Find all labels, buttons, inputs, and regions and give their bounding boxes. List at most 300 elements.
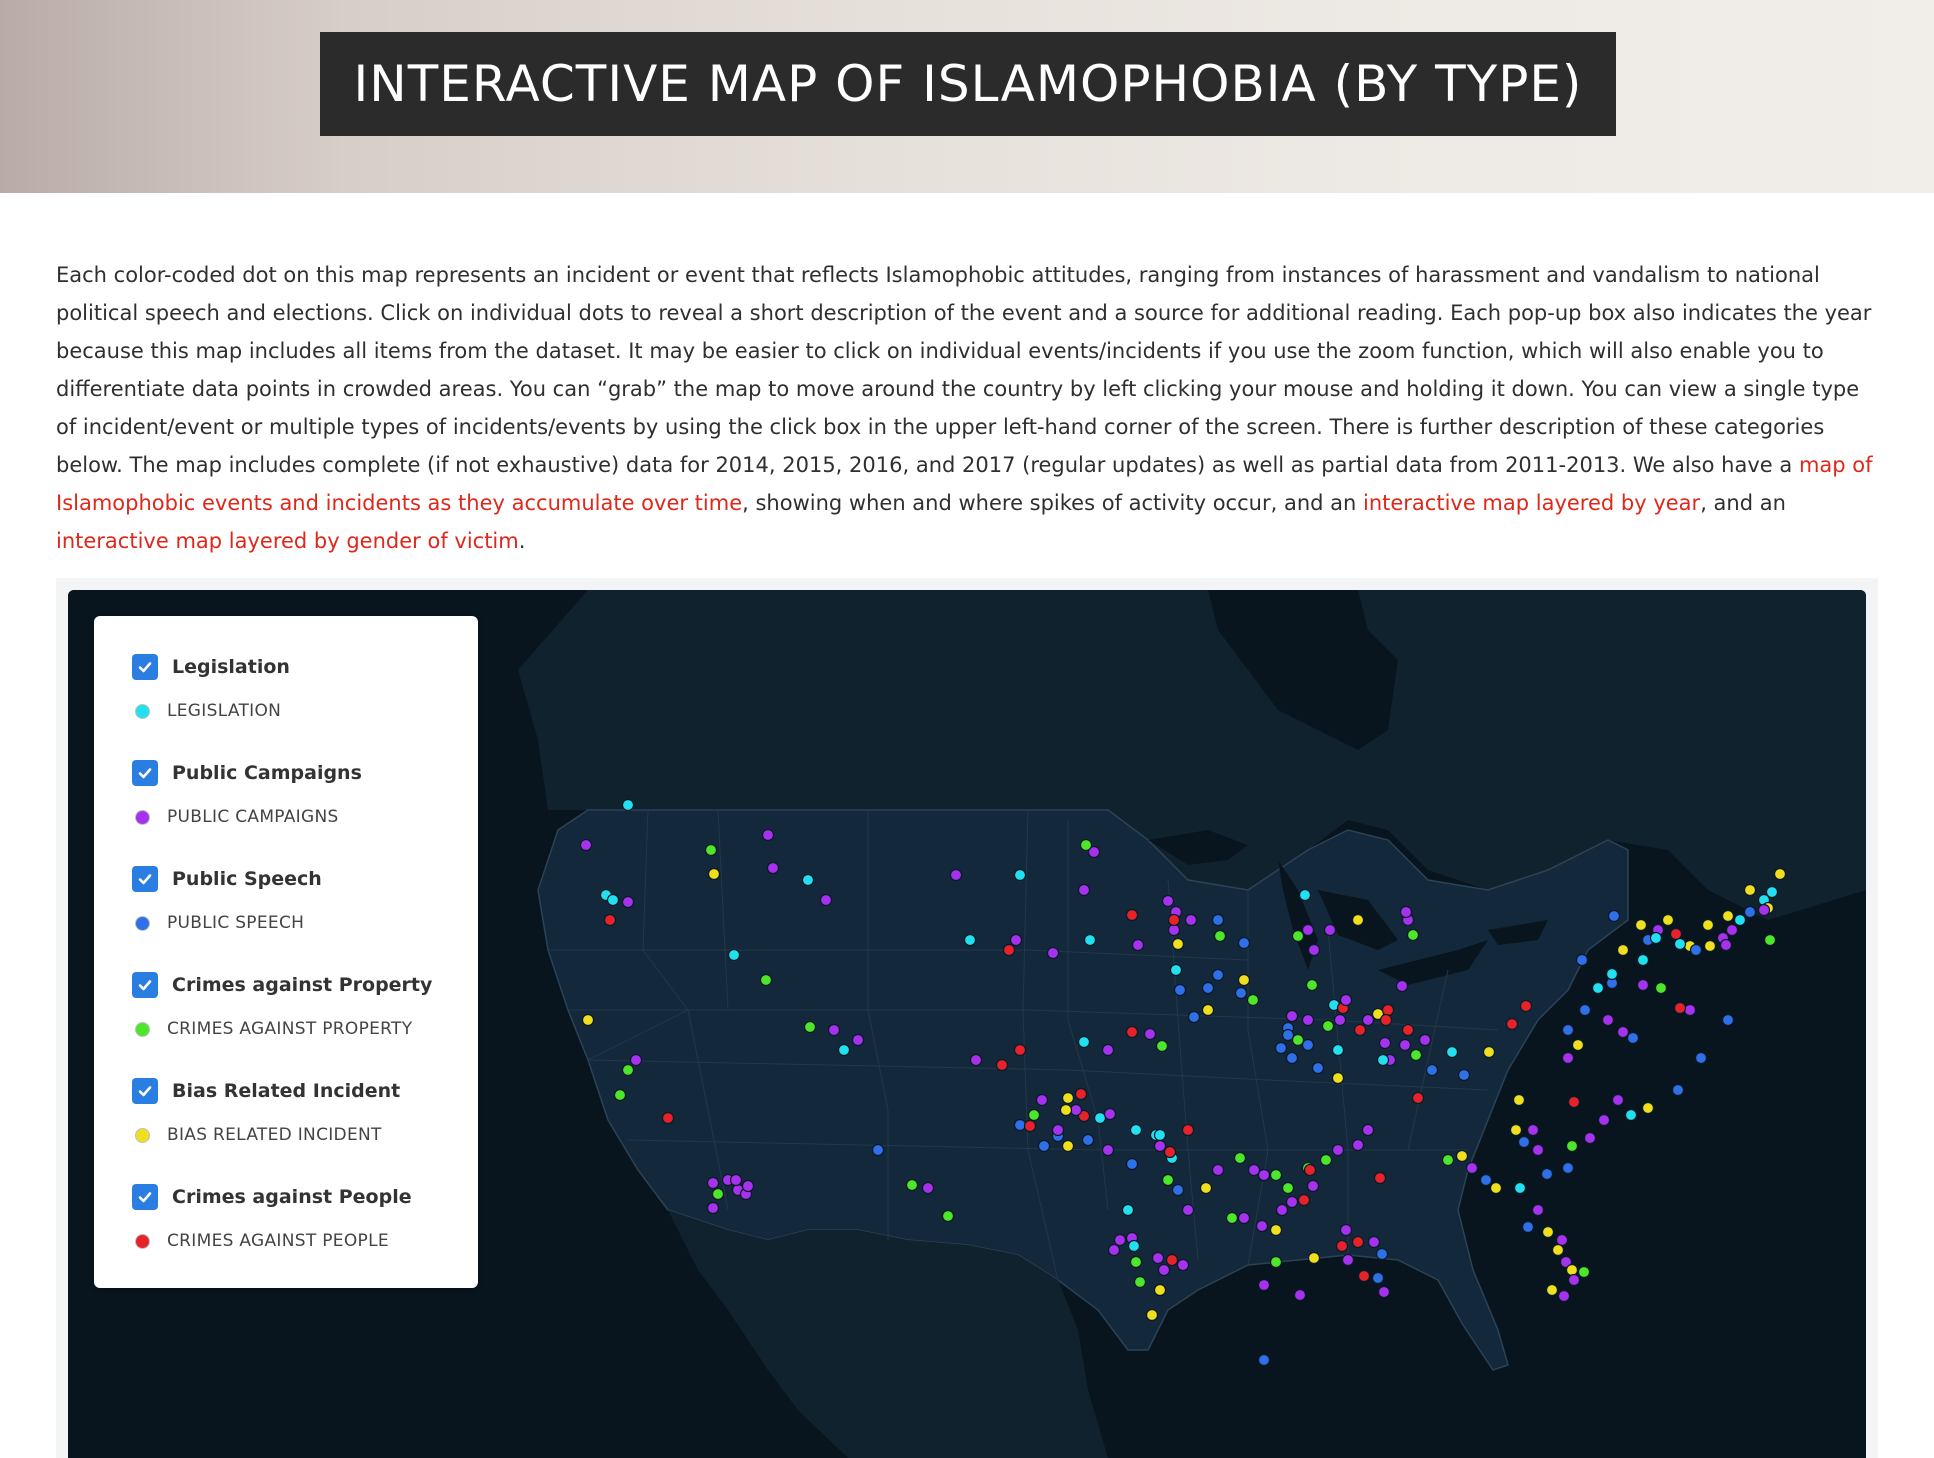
- incident-dot[interactable]: [1309, 945, 1320, 956]
- link-layered-by-year[interactable]: interactive map layered by year: [1362, 491, 1701, 515]
- incident-dot[interactable]: [1248, 995, 1259, 1006]
- incident-dot[interactable]: [1135, 1277, 1146, 1288]
- incident-dot[interactable]: [1236, 988, 1247, 999]
- incident-dot[interactable]: [1153, 1253, 1164, 1264]
- incident-dot[interactable]: [1127, 910, 1138, 921]
- legend-dot-icon: [136, 1235, 149, 1248]
- incident-dot[interactable]: [1295, 1290, 1306, 1301]
- legend-toggle-row[interactable]: [132, 864, 452, 894]
- incident-dot[interactable]: [997, 1060, 1008, 1071]
- incident-dot[interactable]: [923, 1183, 934, 1194]
- legend-toggle-row[interactable]: [132, 1076, 452, 1106]
- incident-dot[interactable]: [581, 840, 592, 851]
- incident-dot[interactable]: [1745, 885, 1756, 896]
- legend-key-row: [132, 1014, 452, 1044]
- incident-dot[interactable]: [1305, 1165, 1316, 1176]
- incident-dot[interactable]: [1061, 1105, 1072, 1116]
- incident-dot[interactable]: [1343, 1255, 1354, 1266]
- incident-dot[interactable]: [1636, 920, 1647, 931]
- incident-dot[interactable]: [1557, 1235, 1568, 1246]
- incident-dot[interactable]: [1163, 1175, 1174, 1186]
- incident-dot[interactable]: [1569, 1275, 1580, 1286]
- incident-dot[interactable]: [1427, 1065, 1438, 1076]
- incident-dot[interactable]: [1127, 1159, 1138, 1170]
- layer-label: Public Campaigns: [172, 762, 362, 784]
- legend-toggle-row[interactable]: [132, 970, 452, 1000]
- incident-dot[interactable]: [1377, 1249, 1388, 1260]
- incident-dot[interactable]: [1167, 1255, 1178, 1266]
- incident-dot[interactable]: [1239, 938, 1250, 949]
- incident-dot[interactable]: [1353, 1237, 1364, 1248]
- incident-dot[interactable]: [971, 1055, 982, 1066]
- incident-dot[interactable]: [1325, 925, 1336, 936]
- incident-dot[interactable]: [1037, 1095, 1048, 1106]
- layer-label: Public Speech: [172, 868, 322, 890]
- incident-dot[interactable]: [1103, 1145, 1114, 1156]
- incident-dot[interactable]: [803, 875, 814, 886]
- incident-dot[interactable]: [1691, 945, 1702, 956]
- incident-dot[interactable]: [1381, 1015, 1392, 1026]
- incident-dot[interactable]: [1239, 1213, 1250, 1224]
- incident-dot[interactable]: [1618, 1027, 1629, 1038]
- incident-dot[interactable]: [1651, 933, 1662, 944]
- incident-dot[interactable]: [1599, 1115, 1610, 1126]
- incident-dot[interactable]: [821, 895, 832, 906]
- incident-dot[interactable]: [1593, 983, 1604, 994]
- intro-text-3: , and an: [1700, 491, 1786, 515]
- incident-dot[interactable]: [1577, 955, 1588, 966]
- incident-dot[interactable]: [1745, 907, 1756, 918]
- incident-dot[interactable]: [1063, 1093, 1074, 1104]
- incident-dot[interactable]: [1609, 911, 1620, 922]
- legend-key-label: BIAS RELATED INCIDENT: [167, 1125, 382, 1145]
- incident-dot[interactable]: [1178, 1260, 1189, 1271]
- incident-dot[interactable]: [1656, 983, 1667, 994]
- incident-dot[interactable]: [1293, 1035, 1304, 1046]
- layer-checkbox[interactable]: [132, 972, 158, 998]
- incident-dot[interactable]: [1573, 1040, 1584, 1051]
- incident-dot[interactable]: [1053, 1125, 1064, 1136]
- incident-dot[interactable]: [1411, 1050, 1422, 1061]
- incident-dot[interactable]: [1353, 1140, 1364, 1151]
- incident-dot[interactable]: [1169, 915, 1180, 926]
- incident-dot[interactable]: [1155, 1141, 1166, 1152]
- incident-dot[interactable]: [1685, 1005, 1696, 1016]
- incident-dot[interactable]: [1363, 1015, 1374, 1026]
- legend-key-label: PUBLIC CAMPAIGNS: [167, 807, 339, 827]
- incident-dot[interactable]: [1083, 1135, 1094, 1146]
- incident-dot[interactable]: [1553, 1245, 1564, 1256]
- legend-group-crimes-against-people: [132, 1182, 452, 1256]
- incident-dot[interactable]: [1203, 1005, 1214, 1016]
- incident-dot[interactable]: [1131, 1125, 1142, 1136]
- incident-dot[interactable]: [1227, 1213, 1238, 1224]
- incident-dot[interactable]: [1303, 1015, 1314, 1026]
- legend-toggle-row[interactable]: [132, 1182, 452, 1212]
- incident-dot[interactable]: [1039, 1141, 1050, 1152]
- incident-dot[interactable]: [1533, 1145, 1544, 1156]
- incident-dot[interactable]: [706, 845, 717, 856]
- incident-dot[interactable]: [1123, 1205, 1134, 1216]
- incident-dot[interactable]: [1375, 1173, 1386, 1184]
- incident-dot[interactable]: [1131, 1257, 1142, 1268]
- incident-dot[interactable]: [1259, 1170, 1270, 1181]
- incident-dot[interactable]: [1459, 1070, 1470, 1081]
- incident-dot[interactable]: [1271, 1170, 1282, 1181]
- incident-dot[interactable]: [605, 915, 616, 926]
- incident-dot[interactable]: [1183, 1205, 1194, 1216]
- incident-dot[interactable]: [1567, 1265, 1578, 1276]
- incident-dot[interactable]: [743, 1181, 754, 1192]
- incident-dot[interactable]: [1408, 930, 1419, 941]
- legend-key-label: PUBLIC SPEECH: [167, 913, 305, 933]
- incident-dot[interactable]: [1626, 1110, 1637, 1121]
- incident-dot[interactable]: [1403, 1025, 1414, 1036]
- incident-dot[interactable]: [1569, 1097, 1580, 1108]
- incident-dot[interactable]: [1105, 1109, 1116, 1120]
- incident-dot[interactable]: [1559, 1291, 1570, 1302]
- incident-dot[interactable]: [1271, 1225, 1282, 1236]
- incident-dot[interactable]: [943, 1211, 954, 1222]
- incident-dot[interactable]: [829, 1025, 840, 1036]
- incident-dot[interactable]: [1303, 925, 1314, 936]
- incident-dot[interactable]: [1189, 1012, 1200, 1023]
- incident-dot[interactable]: [1183, 1125, 1194, 1136]
- incident-dot[interactable]: [1543, 1227, 1554, 1238]
- legend-key-label: CRIMES AGAINST PEOPLE: [167, 1231, 389, 1251]
- incident-dot[interactable]: [1607, 969, 1618, 980]
- incident-dot[interactable]: [1735, 915, 1746, 926]
- incident-dot[interactable]: [1353, 915, 1364, 926]
- incident-dot[interactable]: [1103, 1045, 1114, 1056]
- incident-dot[interactable]: [1213, 1165, 1224, 1176]
- incident-dot[interactable]: [1071, 1105, 1082, 1116]
- incident-dot[interactable]: [1163, 896, 1174, 907]
- incident-dot[interactable]: [1293, 931, 1304, 942]
- incident-dot[interactable]: [1333, 1073, 1344, 1084]
- legend-key-row: [132, 1120, 452, 1150]
- incident-dot[interactable]: [1147, 1310, 1158, 1321]
- incident-dot[interactable]: [1580, 1005, 1591, 1016]
- incident-dot[interactable]: [1628, 1033, 1639, 1044]
- incident-dot[interactable]: [1547, 1285, 1558, 1296]
- incident-dot[interactable]: [1115, 1235, 1126, 1246]
- incident-dot[interactable]: [631, 1055, 642, 1066]
- intro-paragraph: [56, 256, 1878, 560]
- incident-dot[interactable]: [1323, 1021, 1334, 1032]
- incident-dot[interactable]: [1401, 907, 1412, 918]
- incident-dot[interactable]: [1457, 1151, 1468, 1162]
- incident-dot[interactable]: [1048, 948, 1059, 959]
- incident-dot[interactable]: [1603, 1015, 1614, 1026]
- incident-dot[interactable]: [1484, 1047, 1495, 1058]
- incident-dot[interactable]: [1283, 1030, 1294, 1041]
- legend-dot-icon: [136, 705, 149, 718]
- incident-dot[interactable]: [1276, 1043, 1287, 1054]
- legend-group-public-speech: [132, 864, 452, 938]
- incident-dot[interactable]: [1523, 1222, 1534, 1233]
- incident-dot[interactable]: [608, 895, 619, 906]
- checkmark-icon: [137, 659, 153, 675]
- legend-group-legislation: [132, 652, 452, 726]
- legend-group-bias-related-incident: [132, 1076, 452, 1150]
- incident-dot[interactable]: [1613, 1095, 1624, 1106]
- incident-dot[interactable]: [1333, 1045, 1344, 1056]
- incident-dot[interactable]: [839, 1045, 850, 1056]
- incident-dot[interactable]: [805, 1022, 816, 1033]
- legend-dot-icon: [136, 917, 149, 930]
- incident-dot[interactable]: [1171, 965, 1182, 976]
- incident-dot[interactable]: [853, 1035, 864, 1046]
- incident-dot[interactable]: [1696, 1053, 1707, 1064]
- incident-dot[interactable]: [1335, 1015, 1346, 1026]
- incident-dot[interactable]: [1239, 975, 1250, 986]
- incident-dot[interactable]: [1355, 1025, 1366, 1036]
- incident-dot[interactable]: [1011, 935, 1022, 946]
- checkmark-icon: [137, 977, 153, 993]
- layer-checkbox[interactable]: [132, 654, 158, 680]
- intro-text-1: Each color-coded dot on this map represents an incident or event that reflects Islamophobic attitudes, ranging from instances of harassment and vandalism to national political speech and elections. Click on individual dots to reveal a short description of the event and a source for additional reading. Each pop-up box also indicates the year because this map includes all items from the dataset. It may be easier to click on individual events/incidents if you use the zoom function, which will also enable you to differentiate data points in crowded areas. You can “grab” the map to move around the country by left clicking your mouse and holding it down. You can view a single type of incident/event or multiple types of incidents/events by using the click box in the upper left-hand corner of the screen. There is further description of these categories below. The map includes complete (if not exhaustive) data for 2014, 2015, 2016, and 2017 (regular updates) as well as partial data from 2011-2013. We also have a: [56, 263, 1872, 477]
- incident-dot[interactable]: [1379, 1287, 1390, 1298]
- incident-dot[interactable]: [1703, 920, 1714, 931]
- incident-dot[interactable]: [1373, 1273, 1384, 1284]
- incident-dot[interactable]: [1249, 1165, 1260, 1176]
- incident-dot[interactable]: [1303, 1040, 1314, 1051]
- incident-dot[interactable]: [1533, 1205, 1544, 1216]
- incident-dot[interactable]: [729, 950, 740, 961]
- checkmark-icon: [137, 1083, 153, 1099]
- incident-dot[interactable]: [1579, 1267, 1590, 1278]
- incident-dot[interactable]: [1542, 1169, 1553, 1180]
- layer-control-panel: [94, 616, 478, 1288]
- incident-dot[interactable]: [1287, 1011, 1298, 1022]
- page-title-box: [320, 32, 1616, 136]
- incident-dot[interactable]: [1675, 939, 1686, 950]
- incident-dot[interactable]: [873, 1145, 884, 1156]
- incident-dot[interactable]: [1213, 970, 1224, 981]
- incident-dot[interactable]: [1063, 1141, 1074, 1152]
- layer-checkbox[interactable]: [132, 1078, 158, 1104]
- incident-dot[interactable]: [1165, 1147, 1176, 1158]
- incident-dot[interactable]: [1145, 1029, 1156, 1040]
- incident-dot[interactable]: [1004, 945, 1015, 956]
- incident-dot[interactable]: [1081, 840, 1092, 851]
- incident-dot[interactable]: [1618, 945, 1629, 956]
- incident-dot[interactable]: [1563, 1053, 1574, 1064]
- incident-dot[interactable]: [1359, 1271, 1370, 1282]
- incident-dot[interactable]: [1169, 925, 1180, 936]
- incident-dot[interactable]: [1025, 1121, 1036, 1132]
- incident-dot[interactable]: [1287, 1197, 1298, 1208]
- incident-dot[interactable]: [1638, 980, 1649, 991]
- incident-dot[interactable]: [1528, 1125, 1539, 1136]
- incident-dot[interactable]: [1400, 1040, 1411, 1051]
- incident-dot[interactable]: [1567, 1141, 1578, 1152]
- incident-dot[interactable]: [1491, 1183, 1502, 1194]
- incident-dot[interactable]: [1155, 1130, 1166, 1141]
- legend-toggle-row[interactable]: [132, 652, 452, 682]
- incident-dot[interactable]: [1521, 1001, 1532, 1012]
- incident-dot[interactable]: [1300, 890, 1311, 901]
- checkmark-icon: [137, 871, 153, 887]
- incident-dot[interactable]: [1420, 1035, 1431, 1046]
- incident-dot[interactable]: [1563, 1025, 1574, 1036]
- incident-dot[interactable]: [1671, 929, 1682, 940]
- incident-dot[interactable]: [1481, 1175, 1492, 1186]
- incident-dot[interactable]: [1663, 915, 1674, 926]
- incident-dot[interactable]: [1259, 1355, 1270, 1366]
- layer-checkbox[interactable]: [132, 1184, 158, 1210]
- incident-dot[interactable]: [731, 1175, 742, 1186]
- incident-dot[interactable]: [1413, 1093, 1424, 1104]
- incident-dot[interactable]: [1235, 1153, 1246, 1164]
- incident-dot[interactable]: [965, 935, 976, 946]
- incident-dot[interactable]: [1029, 1110, 1040, 1121]
- incident-dot[interactable]: [1511, 1125, 1522, 1136]
- incident-dot[interactable]: [1015, 870, 1026, 881]
- incident-dot[interactable]: [1563, 1163, 1574, 1174]
- incident-dot[interactable]: [623, 800, 634, 811]
- checkmark-icon: [137, 1189, 153, 1205]
- incident-dot[interactable]: [1337, 1241, 1348, 1252]
- incident-dot[interactable]: [1015, 1120, 1026, 1131]
- layer-label: Bias Related Incident: [172, 1080, 401, 1102]
- incident-dot[interactable]: [1519, 1137, 1530, 1148]
- incident-dot[interactable]: [1723, 1015, 1734, 1026]
- incident-dot[interactable]: [1643, 1103, 1654, 1114]
- link-accumulate-over-time[interactable]: map of Islamophobic events and incidents as they accumulate over time: [56, 453, 1873, 515]
- incident-dot[interactable]: [1271, 1257, 1282, 1268]
- incident-dot[interactable]: [763, 830, 774, 841]
- incident-dot[interactable]: [1307, 980, 1318, 991]
- incident-dot[interactable]: [1155, 1285, 1166, 1296]
- incident-dot[interactable]: [1378, 1055, 1389, 1066]
- incident-dot[interactable]: [1129, 1241, 1140, 1252]
- layer-checkbox[interactable]: [132, 866, 158, 892]
- incident-dot[interactable]: [1775, 869, 1786, 880]
- incident-dot[interactable]: [1341, 995, 1352, 1006]
- page-title: INTERACTIVE MAP OF ISLAMOPHOBIA (BY TYPE): [353, 55, 1583, 113]
- legend-key-label: LEGISLATION: [167, 701, 282, 721]
- incident-dot[interactable]: [1447, 1047, 1458, 1058]
- incident-dot[interactable]: [1765, 935, 1776, 946]
- incident-dot[interactable]: [1309, 1253, 1320, 1264]
- incident-dot[interactable]: [1759, 905, 1770, 916]
- incident-dot[interactable]: [768, 863, 779, 874]
- legend-dot-icon: [136, 811, 149, 824]
- incident-dot[interactable]: [1467, 1163, 1478, 1174]
- incident-dot[interactable]: [1109, 1245, 1120, 1256]
- legend-key-label: CRIMES AGAINST PROPERTY: [167, 1019, 413, 1039]
- incident-dot[interactable]: [951, 870, 962, 881]
- hero-banner: [0, 0, 1934, 193]
- incident-dot[interactable]: [1767, 887, 1778, 898]
- incident-dot[interactable]: [1727, 925, 1738, 936]
- incident-dot[interactable]: [1397, 981, 1408, 992]
- legend-key-row: [132, 802, 452, 832]
- incident-dot[interactable]: [1175, 985, 1186, 996]
- incident-dot[interactable]: [1673, 1085, 1684, 1096]
- incident-dot[interactable]: [583, 1015, 594, 1026]
- incident-dot[interactable]: [663, 1113, 674, 1124]
- incident-dot[interactable]: [1287, 1053, 1298, 1064]
- incident-dot[interactable]: [1507, 1019, 1518, 1030]
- incident-dot[interactable]: [1076, 1089, 1087, 1100]
- incident-dot[interactable]: [1363, 1125, 1374, 1136]
- incident-dot[interactable]: [713, 1189, 724, 1200]
- incident-dot[interactable]: [1201, 1183, 1212, 1194]
- incident-dot[interactable]: [1277, 1205, 1288, 1216]
- incident-dot[interactable]: [1015, 1045, 1026, 1056]
- intro-text-4: .: [518, 529, 526, 553]
- incident-dot[interactable]: [1133, 940, 1144, 951]
- incident-dot[interactable]: [1308, 1181, 1319, 1192]
- incident-dot[interactable]: [1443, 1155, 1454, 1166]
- incident-dot[interactable]: [1723, 911, 1734, 922]
- incident-dot[interactable]: [1283, 1183, 1294, 1194]
- incident-dot[interactable]: [1383, 1005, 1394, 1016]
- incident-dot[interactable]: [1157, 1041, 1168, 1052]
- incident-dot[interactable]: [623, 1065, 634, 1076]
- incident-dot[interactable]: [1705, 941, 1716, 952]
- incident-dot[interactable]: [1213, 915, 1224, 926]
- incident-dot[interactable]: [1380, 1038, 1391, 1049]
- incident-dot[interactable]: [1721, 940, 1732, 951]
- incident-dot[interactable]: [708, 1203, 719, 1214]
- incident-dot[interactable]: [1313, 1063, 1324, 1074]
- incident-dot[interactable]: [907, 1180, 918, 1191]
- incident-dot[interactable]: [1321, 1155, 1332, 1166]
- incident-dot[interactable]: [1173, 1185, 1184, 1196]
- incident-dot[interactable]: [1514, 1095, 1525, 1106]
- incident-dot[interactable]: [1159, 1265, 1170, 1276]
- incident-dot[interactable]: [623, 897, 634, 908]
- incident-dot[interactable]: [1079, 1037, 1090, 1048]
- incident-dot[interactable]: [1369, 1237, 1380, 1248]
- incident-dot[interactable]: [1638, 955, 1649, 966]
- incident-dot[interactable]: [709, 869, 720, 880]
- incident-dot[interactable]: [708, 1178, 719, 1189]
- incident-dot[interactable]: [761, 975, 772, 986]
- incident-dot[interactable]: [1085, 935, 1096, 946]
- legend-dot-icon: [136, 1129, 149, 1142]
- incident-dot[interactable]: [1675, 1003, 1686, 1014]
- incident-dot[interactable]: [1127, 1027, 1138, 1038]
- link-layered-by-gender[interactable]: interactive map layered by gender of victim: [56, 529, 519, 553]
- incident-dot[interactable]: [1585, 1133, 1596, 1144]
- intro-text-2: , showing when and where spikes of activity occur, and an: [742, 491, 1363, 515]
- checkmark-icon: [137, 765, 153, 781]
- incident-dot[interactable]: [1259, 1280, 1270, 1291]
- incident-dot[interactable]: [1095, 1113, 1106, 1124]
- incident-dot[interactable]: [1173, 939, 1184, 950]
- incident-dot[interactable]: [1299, 1195, 1310, 1206]
- layer-label: Crimes against People: [172, 1186, 412, 1208]
- incident-dot[interactable]: [1203, 983, 1214, 994]
- legend-key-row: [132, 1226, 452, 1256]
- incident-dot[interactable]: [1341, 1225, 1352, 1236]
- incident-dot[interactable]: [1186, 915, 1197, 926]
- layer-checkbox[interactable]: [132, 760, 158, 786]
- incident-dot[interactable]: [1215, 931, 1226, 942]
- incident-dot[interactable]: [615, 1090, 626, 1101]
- incident-dot[interactable]: [1257, 1221, 1268, 1232]
- legend-toggle-row[interactable]: [132, 758, 452, 788]
- layer-label: Legislation: [172, 656, 290, 678]
- incident-dot[interactable]: [1333, 1145, 1344, 1156]
- incident-dot[interactable]: [1515, 1183, 1526, 1194]
- incident-dot[interactable]: [1079, 885, 1090, 896]
